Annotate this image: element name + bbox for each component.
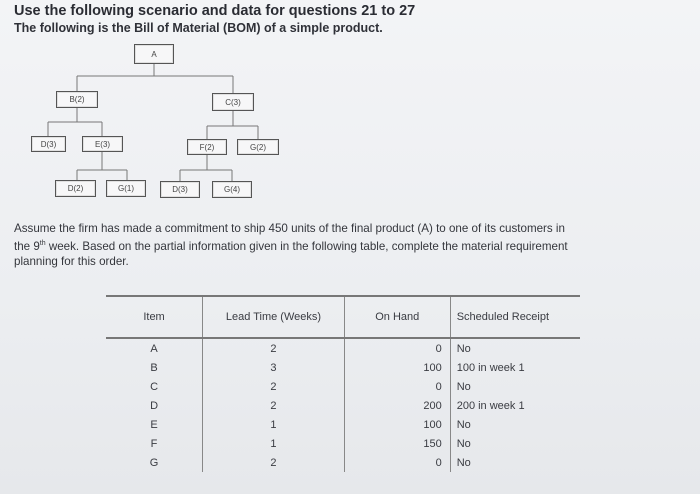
cell-on-hand: 150 — [344, 434, 450, 453]
cell-scheduled-receipt: No — [456, 418, 471, 431]
table-row — [106, 396, 580, 415]
cell-item: E — [106, 415, 203, 434]
bom-node-d3-bottom: D(3) — [160, 181, 200, 198]
cell-on-hand: 100 — [344, 358, 450, 377]
scenario-line-3: planning for this order. — [14, 254, 129, 268]
scenario-week-sup: th — [39, 240, 46, 247]
header-lead-time: Lead Time (Weeks) — [203, 296, 345, 338]
scenario-line-1: Assume the firm has made a commitment to ship 450 units of the final product (A) to one of its customers in — [14, 222, 565, 235]
cell-lead-time: 1 — [203, 415, 345, 434]
cell-lead-time: 2 — [203, 338, 345, 358]
scenario-week: the 9 — [14, 239, 40, 253]
cell-item: G — [106, 453, 203, 472]
table-row — [106, 358, 580, 377]
table-row — [106, 434, 580, 453]
bom-node-g2: G(2) — [237, 139, 279, 155]
cell-scheduled-receipt: 100 in week 1 — [456, 361, 525, 374]
scenario-paragraph — [14, 221, 654, 269]
table-row — [106, 453, 580, 472]
cell-lead-time: 2 — [203, 453, 345, 472]
cell-on-hand: 0 — [344, 453, 450, 472]
cell-item: C — [106, 377, 203, 396]
header-scheduled-receipt: Scheduled Receipt — [450, 296, 580, 338]
cell-scheduled-receipt: No — [456, 437, 471, 450]
bom-node-d3-top: D(3) — [31, 136, 66, 152]
cell-lead-time: 2 — [203, 377, 345, 396]
cell-item: B — [106, 358, 203, 377]
cell-scheduled-receipt: No — [456, 456, 471, 469]
cell-on-hand: 200 — [344, 396, 450, 415]
bom-node-g1: G(1) — [106, 180, 146, 197]
table-header-row — [106, 296, 580, 338]
cell-item: D — [106, 396, 203, 415]
cell-on-hand: 0 — [344, 377, 450, 396]
header-on-hand: On Hand — [344, 296, 450, 338]
cell-lead-time: 3 — [203, 358, 345, 377]
header-item: Item — [106, 296, 203, 338]
cell-lead-time: 2 — [203, 396, 345, 415]
table-row — [106, 377, 580, 396]
scenario-line-2: week. Based on the partial information given in the following table, complete the material requirement — [45, 239, 568, 253]
cell-item: F — [106, 434, 203, 453]
cell-on-hand: 0 — [344, 338, 450, 358]
page-subtitle: The following is the Bill of Material (BOM) of a simple product. — [14, 21, 383, 35]
bom-node-d2: D(2) — [55, 180, 96, 197]
bom-tree-lines — [0, 0, 700, 210]
cell-lead-time: 1 — [203, 434, 345, 453]
table-row — [106, 338, 580, 358]
bom-node-g4: G(4) — [212, 181, 252, 198]
bom-node-c3: C(3) — [212, 93, 254, 111]
bom-node-a: A — [134, 44, 174, 64]
page-title: Use the following scenario and data for questions 21 to 27 — [14, 3, 416, 19]
cell-item: A — [106, 338, 203, 358]
cell-scheduled-receipt: No — [456, 380, 471, 393]
cell-on-hand: 100 — [344, 415, 450, 434]
bom-node-b2: B(2) — [56, 91, 98, 108]
mrp-data-table — [106, 295, 580, 472]
bom-node-f2: F(2) — [187, 139, 227, 155]
cell-scheduled-receipt: 200 in week 1 — [456, 399, 525, 412]
bom-node-e3: E(3) — [82, 136, 123, 152]
cell-scheduled-receipt: No — [456, 342, 471, 355]
table-row — [106, 415, 580, 434]
